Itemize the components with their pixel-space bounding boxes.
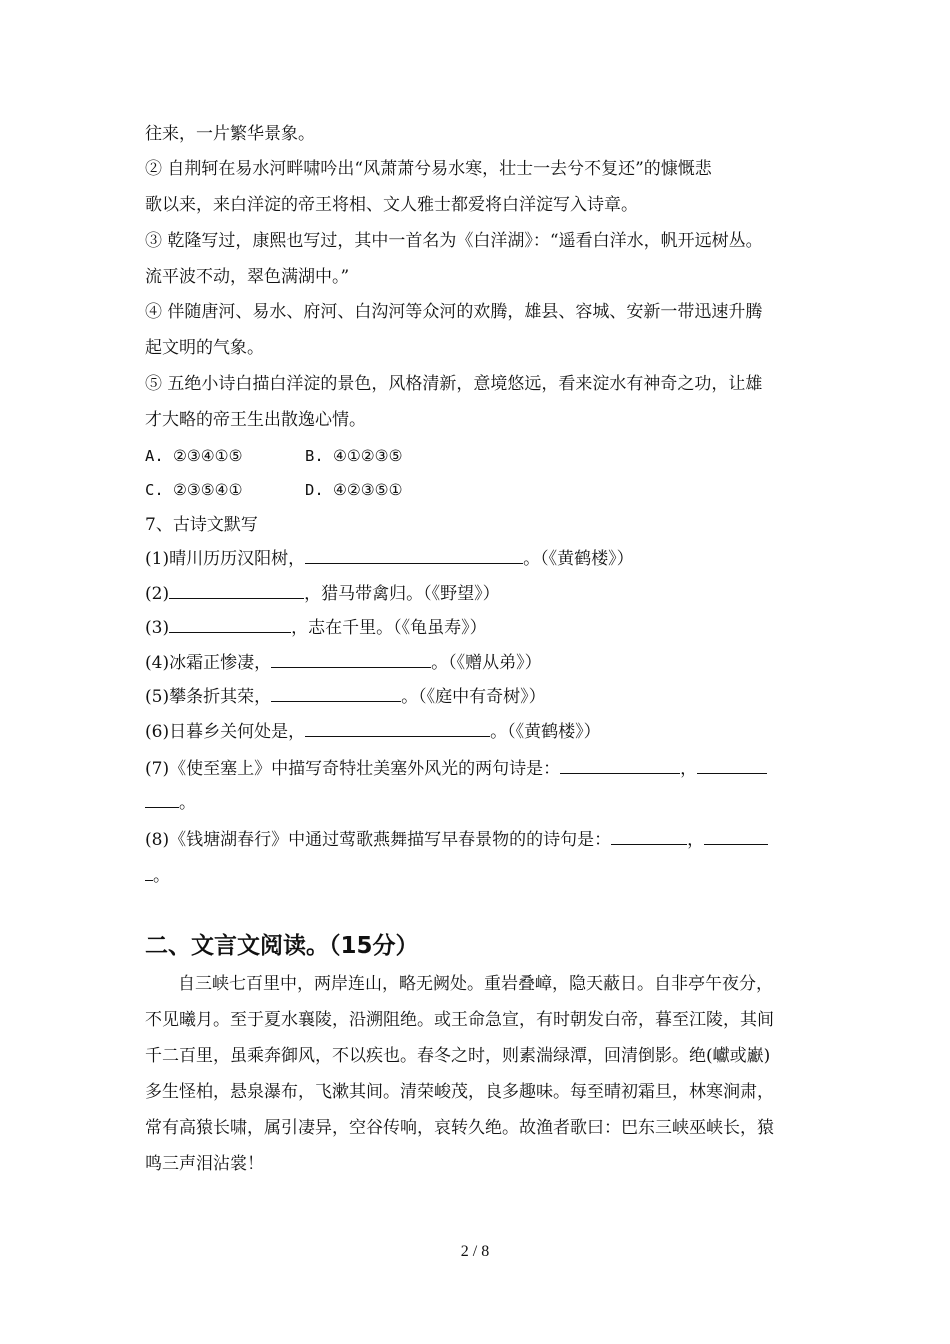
q7-item-1-source: 。（《黄鹤楼》） xyxy=(523,549,634,569)
q7-item-3 xyxy=(145,617,810,639)
passage-line-5: 常有高猿长啸，属引凄异，空谷传响，哀转久绝。故渔者歌曰：巴东三峡巫峡长，猿 xyxy=(145,1118,774,1138)
q7-item-3-source: ，志在千里。（《龟虽寿》） xyxy=(291,618,487,638)
passage-line-2: 不见曦月。至于夏水襄陵，沿溯阻绝。或王命急宣，有时朝发白帝，暮至江陵，其间 xyxy=(145,1010,774,1030)
q7-item-1 xyxy=(145,548,810,570)
q7-item-6-prompt: (6)日暮乡关何处是， xyxy=(145,722,306,742)
q6-line-3: 歌以来，来白洋淀的帝王将相、文人雅士都爱将白洋淀写入诗章。 xyxy=(145,195,638,215)
answer-blank-4[interactable] xyxy=(271,652,431,668)
answer-blank-8b-cont[interactable] xyxy=(145,865,153,881)
q7-item-2-prompt: (2) xyxy=(145,584,170,604)
answer-blank-2[interactable] xyxy=(169,583,304,599)
answer-blank-7a[interactable] xyxy=(560,758,680,774)
q7-item-4 xyxy=(145,652,810,674)
answer-blank-1[interactable] xyxy=(305,548,523,564)
q7-item-7 xyxy=(145,758,810,780)
q6-line-6: ④ 伴随唐河、易水、府河、白沟河等众河的欢腾，雄县、容城、安新一带迅速升腾 xyxy=(145,302,763,322)
option-b: B. ④①②③⑤ xyxy=(305,447,403,465)
q7-item-1-prompt: (1)晴川历历汉阳树， xyxy=(145,549,306,569)
q6-line-8: ⑤ 五绝小诗白描白洋淀的景色，风格清新，意境悠远，看来淀水有神奇之功，让雄 xyxy=(145,374,763,394)
option-a: A. ②③④①⑤ xyxy=(145,447,243,465)
page-number: 2 / 8 xyxy=(460,1243,490,1260)
q6-line-9: 才大略的帝王生出散逸心情。 xyxy=(145,410,366,430)
q7-item-8-cont xyxy=(145,865,810,887)
section-heading: 二、文言文阅读。（15分） xyxy=(145,933,419,959)
q7-item-4-prompt: (4)冰霜正惨凄， xyxy=(145,653,272,673)
passage-line-4: 多生怪柏，悬泉瀑布，飞漱其间。清荣峻茂，良多趣味。每至晴初霜旦，林寒涧肃， xyxy=(145,1082,774,1102)
q7-item-7-cont xyxy=(145,792,810,814)
option-d: D. ④②③⑤① xyxy=(305,481,403,499)
answer-blank-8a[interactable] xyxy=(611,829,687,845)
answer-blank-8b[interactable] xyxy=(704,829,768,845)
q7-item-8-prompt: (8)《钱塘湖春行》中通过莺歌燕舞描写早春景物的的诗句是： xyxy=(145,830,612,850)
q7-item-7-prompt: (7)《使至塞上》中描写奇特壮美塞外风光的两句诗是： xyxy=(145,759,561,779)
q7-item-6 xyxy=(145,721,810,743)
q7-item-5 xyxy=(145,686,810,708)
q6-line-2: ② 自荆轲在易水河畔啸吟出“风萧萧兮易水寒，壮士一去兮不复还”的慷慨悲 xyxy=(145,159,712,179)
q6-line-5: 流平波不动，翠色满湖中。” xyxy=(145,267,350,287)
q7-item-7-end: 。 xyxy=(179,793,196,813)
passage-line-3: 千二百里，虽乘奔御风，不以疾也。春冬之时，则素湍绿潭，回清倒影。绝(巘或巚) xyxy=(145,1046,771,1066)
q7-item-8 xyxy=(145,829,810,851)
q6-line-7: 起文明的气象。 xyxy=(145,338,264,358)
q7-item-5-prompt: (5)攀条折其荣， xyxy=(145,687,272,707)
q6-line-1: 往来，一片繁华景象。 xyxy=(145,124,315,144)
passage-line-1: 自三峡七百里中，两岸连山，略无阙处。重岩叠嶂，隐天蔽日。自非亭午夜分， xyxy=(178,974,773,994)
answer-blank-7b[interactable] xyxy=(697,758,767,774)
q6-line-4: ③ 乾隆写过，康熙也写过，其中一首名为《白洋湖》：“遥看白洋水，帆开远树丛。 xyxy=(145,231,763,251)
answer-blank-3[interactable] xyxy=(169,617,291,633)
answer-blank-7b-cont[interactable] xyxy=(145,792,179,808)
q7-item-5-source: 。（《庭中有奇树》） xyxy=(401,687,546,707)
answer-blank-5[interactable] xyxy=(271,686,401,702)
passage-line-6: 鸣三声泪沾裳！ xyxy=(145,1154,264,1174)
answer-blank-6[interactable] xyxy=(305,721,490,737)
q7-item-8-end: 。 xyxy=(153,866,170,886)
q7-item-8-comma: ， xyxy=(687,830,705,850)
q7-title: 7、古诗文默写 xyxy=(145,515,258,535)
q7-item-2-source: ，猎马带禽归。（《野望》） xyxy=(304,584,500,604)
q7-item-4-source: 。（《赠从弟》） xyxy=(431,653,542,673)
q7-item-6-source: 。（《黄鹤楼》） xyxy=(490,722,601,742)
q7-item-7-comma: ， xyxy=(680,759,698,779)
q7-item-2 xyxy=(145,583,810,605)
q6-options-row-1 xyxy=(145,445,810,467)
q7-item-3-prompt: (3) xyxy=(145,618,170,638)
q6-options-row-2 xyxy=(145,479,810,501)
option-c: C. ②③⑤④① xyxy=(145,481,243,499)
